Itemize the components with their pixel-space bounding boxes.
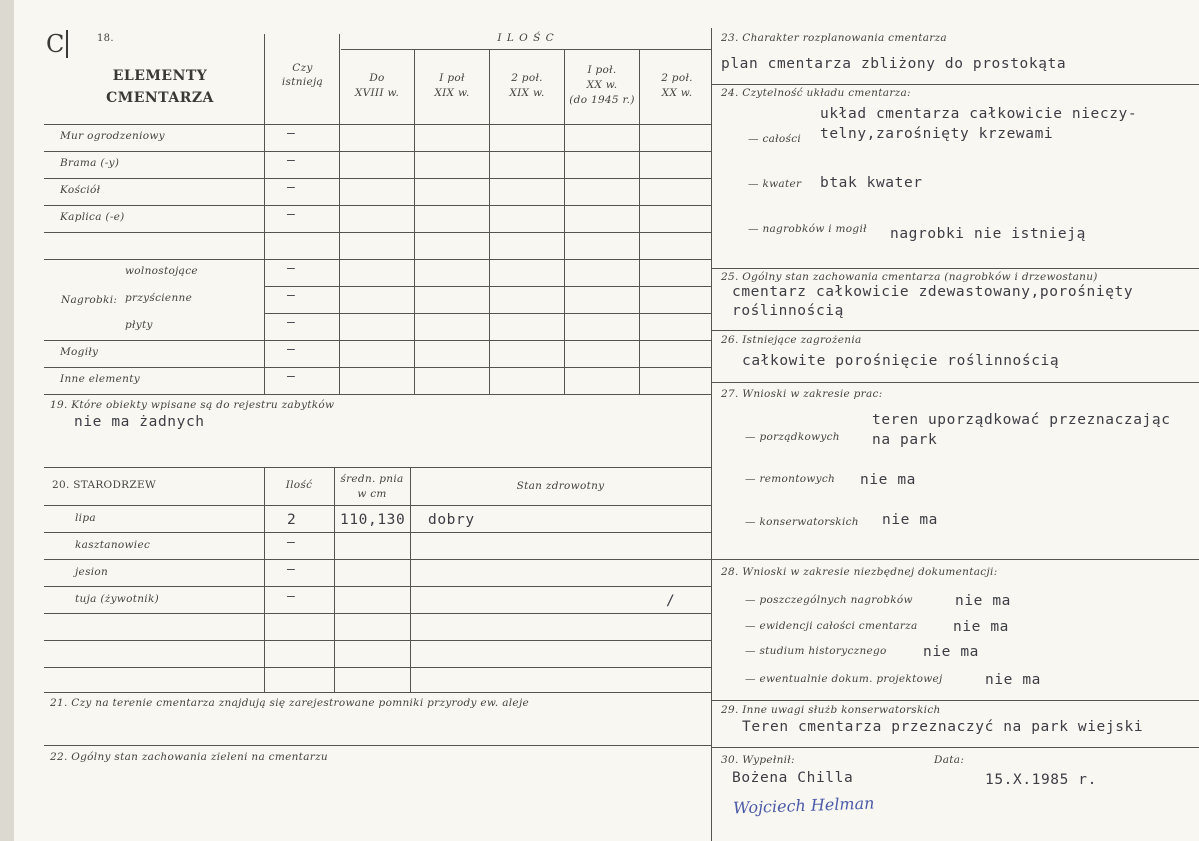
era-header-4-line-0: 2 poł.: [661, 72, 693, 84]
rule: [711, 382, 1199, 383]
column-divider: [711, 28, 712, 841]
element-row-label: wolnostojące: [125, 265, 198, 277]
rule: [44, 367, 711, 368]
documentation-item-value: nie ma: [923, 644, 979, 660]
element-row-label: Kościół: [60, 184, 101, 196]
sec20-label: 20. STARODRZEW: [52, 479, 157, 491]
sec30-label: 30. Wypełnił:: [721, 754, 795, 766]
sec27-porz-value-2: na park: [872, 432, 938, 448]
sec27-rem-label: — remontowych: [745, 473, 836, 485]
rule: [489, 50, 490, 394]
element-row-exists: –: [287, 126, 295, 141]
era-header-2-line-1: XIX w.: [509, 87, 545, 99]
sec25-value-1: cmentarz całkowicie zdewastowany,porośnięty: [732, 284, 1134, 300]
documentation-item-label: — poszczególnych nagrobków: [745, 594, 913, 606]
sec18-title-1: ELEMENTY: [112, 68, 208, 84]
rule: [44, 178, 711, 179]
rule: [264, 467, 265, 692]
rule: [44, 559, 711, 560]
rule: [711, 330, 1199, 331]
czy-header-1: Czy: [292, 62, 313, 74]
element-row-exists: –: [287, 180, 295, 195]
element-row-exists: –: [287, 207, 295, 222]
tree-name: jesion: [75, 566, 109, 578]
element-row-label: płyty: [125, 319, 153, 331]
sec29-label: 29. Inne uwagi służb konserwatorskich: [721, 704, 941, 716]
sec21-label: 21. Czy na terenie cmentarza znajdują się zarejestrowane pomniki przyrody ew. aleje: [50, 697, 530, 709]
sec30-date-label: Data:: [934, 754, 965, 766]
documentation-item-label: — ewidencji całości cmentarza: [745, 620, 918, 632]
rule: [44, 586, 711, 587]
ilosc-header: I L O Ś C: [497, 32, 555, 44]
element-row-exists: –: [287, 153, 295, 168]
element-row-label: Mogiły: [60, 346, 99, 358]
tree-health: /: [666, 593, 676, 609]
nagrobki-label: Nagrobki:: [61, 294, 118, 306]
rule: [44, 505, 711, 506]
element-row-exists: –: [287, 315, 295, 330]
sec24-calosci-value-1: układ cmentarza całkowicie nieczy-: [820, 106, 1138, 122]
era-header-4-line-1: XX w.: [661, 87, 693, 99]
rule: [264, 313, 711, 314]
rule: [44, 532, 711, 533]
sec23-label: 23. Charakter rozplanowania cmentarza: [721, 32, 947, 44]
documentation-item-value: nie ma: [955, 593, 1011, 609]
sec24-nagrobkow-label: — nagrobków i mogił: [748, 223, 867, 235]
element-row-label: Inne elementy: [60, 373, 140, 385]
element-row-label: przyścienne: [125, 292, 193, 304]
sec24-label: 24. Czytelność układu cmentarza:: [721, 87, 911, 99]
tree-count: 2: [287, 512, 297, 528]
sec19-label: 19. Które obiekty wpisane są do rejestru zabytków: [50, 399, 335, 411]
rule: [564, 50, 565, 394]
rule: [44, 205, 711, 206]
sec24-calosci-value-2: telny,zarośnięty krzewami: [820, 126, 1054, 142]
tree-count: –: [287, 535, 295, 550]
sec27-porz-label: — porządkowych: [745, 431, 840, 443]
element-row-label: Kaplica (-e): [60, 211, 125, 223]
era-header-3-line-2: (do 1945 r.): [569, 94, 635, 106]
rule: [44, 340, 711, 341]
rule: [334, 467, 335, 692]
tree-health: dobry: [428, 512, 475, 528]
rule: [410, 467, 411, 692]
sec24-calosci-label: — całości: [748, 133, 802, 145]
rule: [44, 259, 711, 260]
rule: [44, 467, 711, 468]
element-row-exists: –: [287, 261, 295, 276]
rule: [44, 151, 711, 152]
sec27-label: 27. Wnioski w zakresie prac:: [721, 388, 883, 400]
rule: [44, 124, 711, 125]
era-header-3-line-0: I poł.: [587, 64, 617, 76]
rule: [44, 394, 711, 395]
sec27-porz-value-1: teren uporządkować przeznaczając: [872, 412, 1171, 428]
sec20-sredn-header-2: w cm: [357, 488, 387, 500]
tree-name: kasztanowiec: [75, 539, 151, 551]
rule: [711, 268, 1199, 269]
sec30-name: Bożena Chilla: [732, 770, 854, 786]
sec27-kons-value: nie ma: [882, 512, 938, 528]
element-row-label: Mur ogrodzeniowy: [60, 130, 165, 142]
sec20-sredn-header-1: średn. pnia: [340, 473, 404, 485]
paper-edge: [0, 0, 14, 841]
rule: [44, 667, 711, 668]
rule: [414, 50, 415, 394]
rule: [711, 747, 1199, 748]
sec27-kons-label: — konserwatorskich: [745, 516, 859, 528]
rule: [639, 50, 640, 394]
sec25-value-2: roślinnością: [732, 303, 844, 319]
form-letter: [46, 30, 68, 58]
rule: [44, 692, 711, 693]
element-row-exists: –: [287, 342, 295, 357]
tree-name: tuja (żywotnik): [75, 593, 160, 605]
sec24-kwater-value: btak kwater: [820, 175, 923, 191]
era-header-1-line-1: XIX w.: [434, 87, 470, 99]
rule: [44, 232, 711, 233]
tree-count: –: [287, 589, 295, 604]
sec29-value: Teren cmentarza przeznaczyć na park wiejski: [742, 719, 1144, 735]
sec19-value: nie ma żadnych: [74, 414, 205, 430]
sec27-rem-value: nie ma: [860, 472, 916, 488]
rule: [711, 700, 1199, 701]
sec28-label: 28. Wnioski w zakresie niezbędnej dokumentacji:: [721, 566, 998, 578]
sec18-title-2: CMENTARZA: [106, 90, 214, 106]
documentation-item-label: — studium historycznego: [745, 645, 887, 657]
rule: [264, 286, 711, 287]
rule: [44, 745, 711, 746]
tree-count: –: [287, 562, 295, 577]
element-row-exists: –: [287, 288, 295, 303]
sec26-value: całkowite porośnięcie roślinnością: [742, 353, 1060, 369]
element-row-label: Brama (-y): [60, 157, 120, 169]
sec20-stan-header: Stan zdrowotny: [516, 480, 605, 492]
form-letter-text: C: [46, 30, 65, 58]
documentation-item-value: nie ma: [953, 619, 1009, 635]
era-header-2-line-0: 2 poł.: [511, 72, 543, 84]
tree-diameter: 110,130: [340, 512, 406, 528]
rule: [341, 49, 711, 50]
era-header-0-line-0: Do: [369, 72, 385, 84]
sec24-kwater-label: — kwater: [748, 178, 802, 190]
era-header-1-line-0: I poł: [439, 72, 465, 84]
element-row-exists: –: [287, 369, 295, 384]
sec25-label: 25. Ogólny stan zachowania cmentarza (nagrobków i drzewostanu): [721, 271, 1098, 283]
sec20-ilosc-header: Ilość: [285, 479, 313, 491]
sec24-nagrobkow-value: nagrobki nie istnieją: [890, 226, 1086, 242]
sec30-date: 15.X.1985 r.: [985, 772, 1097, 788]
sec18-number: 18.: [97, 33, 114, 44]
tree-name: lipa: [75, 512, 96, 524]
sec23-value: plan cmentarza zbliżony do prostokąta: [721, 56, 1067, 72]
documentation-item-label: — ewentualnie dokum. projektowej: [745, 673, 943, 685]
rule: [44, 613, 711, 614]
rule: [711, 559, 1199, 560]
documentation-item-value: nie ma: [985, 672, 1041, 688]
era-header-0-line-1: XVIII w.: [354, 87, 400, 99]
era-header-3-line-1: XX w.: [586, 79, 618, 91]
handwritten-signature: Wojciech Helman: [732, 793, 875, 818]
sec26-label: 26. Istniejące zagrożenia: [721, 334, 862, 346]
czy-header-2: istnieją: [281, 76, 324, 88]
rule: [711, 84, 1199, 85]
rule: [44, 640, 711, 641]
sec22-label: 22. Ogólny stan zachowania zieleni na cmentarzu: [50, 751, 328, 763]
